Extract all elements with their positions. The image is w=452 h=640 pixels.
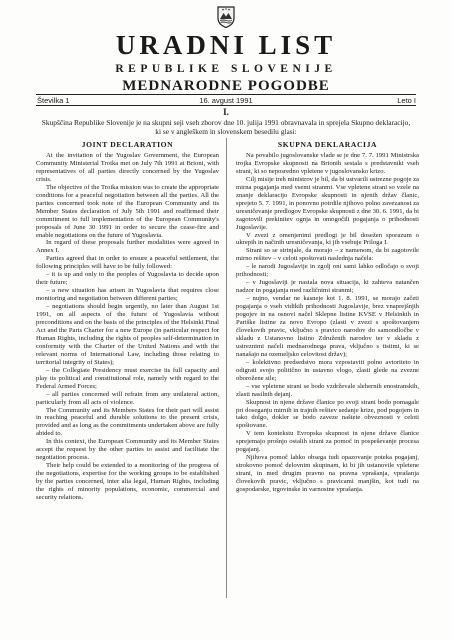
paragraph: – a new situation has arisen in Yugoslavia that requires close monitoring and negotiation between different parties;: [36, 287, 219, 303]
paragraph: Parties agreed that in order to ensure a peaceful settlement, the following principles will have to be fully followed:: [36, 255, 219, 271]
intro-text: Skupščina Republike Slovenije je na skupni seji vseh zborov dne 10. julija 1991 obravnavala in sprejela Skupno deklaracijo, ki se v angleškem in slovenskem besedilu glasi:: [41, 118, 411, 136]
paragraph: V zvezi z omenjenimi predlogi je bil dosežen sporazum o ukrepih in načinih uresničevanja, ki jih vsebuje Priloga I.: [236, 231, 419, 247]
gazette-subtitle: REPUBLIKE SLOVENIJE: [115, 63, 337, 75]
paragraph: V tem kontekstu Evropska skupnost in njene države članice sprejemajo prošnjo ostalih strani za pomoč in pospeševanje procesa pogajanj.: [236, 430, 419, 454]
slovene-body: [236, 152, 419, 494]
column-divider: [226, 138, 227, 598]
paragraph: Strani so se strinjale, da morajo – z namenom, da bi zagotovile mirno rešitev – v celoti spoštovati naslednja načela:: [236, 247, 419, 263]
paragraph: – the Collegiate Presidency must exercise its full capacity and play its political and constitutional role, namely with regard to the Federal Armed Forces;: [36, 366, 219, 390]
paragraph: – v Jugoslaviji je nastala nova situacija, ki zahteva natančen nadzor in pogajanja med različnimi stranmi;: [236, 279, 419, 295]
paragraph: – all parties concerned will refrain from any unilateral action, particularly from all acts of violence.: [36, 390, 219, 406]
paragraph: Na povabilo jugoslovanske vlade se je dne 7. 7. 1991 Ministrska trojka Evropske skupnosti na Brionih sestala s predstavniki vseh strani, ki so neposredno vpletene v jugoslovansko krizo.: [236, 152, 419, 175]
slovene-heading: SKUPNA DEKLARACIJA: [277, 140, 378, 149]
paragraph: Their help could be extended to a monitoring of the progress of the negotiations, expertise for the working groups to be established by the parties concerned, inter alia legal, Human Rights, including the rights of minority populations, economic, commercial and security relations.: [36, 462, 219, 501]
paragraph: The objective of the Troika mission was to create the appropriate conditions for a peaceful negotiation between all the parties. All the parties concerned took note of the European Community and its Member States declaration of July 5th 1991 and reaffirmed their commitment to full implementation of the European Community's proposals of June 30 1991 in order to secure the cease-fire and enable negotiations on the future of Yugoslavia.: [36, 183, 219, 239]
paragraph: Cilj misije treh ministrov je bil, da bi ustvarili ustrezne pogoje za mirna pogajanja med vsemi stranmi. Vse vpletene strani so vzele na znanje deklaracijo Evropske skupnosti in njenih držav članic, sprejeto 5. 7. 1991, in ponovno potrdile njihovo polno zavezanost za uresničevanje predlogov Evropske skupnosti z dne 30. 6. 1991, da bi zagotovili prekinitev ognja in omogočili pogajanja o prihodnosti Jugoslavije.: [236, 175, 419, 231]
english-column: [36, 138, 219, 502]
paragraph: Skupnost in njene države članice po svoji strani bodo pomagale pri doseganju mirnih in trajnih rešitev sedanje krize, pod pogojem in tako dolgo, dokler se bodo zaveze naštete obveznosti v celoti spoštovane.: [236, 398, 419, 430]
issue-date: 16. avgust 1991: [199, 96, 253, 105]
paragraph: – nujno, vendar ne kasneje kot 1. 8. 1991, se morajo začeti pogajanja o vseh vidikih prihodnosti Jugoslavije, brez vnaprejšnjih pogojev in na osnovi načel Sklepne listine KVSE v Helsinkih in Pariške listine za novo Evropo (zlasti v zvezi s spoštovanjem človekovih pravic, vključno s pravico narodov do samoodločbe v skladu z Ustanovno listino Združenih narodov ter v skladu z ustreznimi načeli mednarodnega prava, vključno s tistimi, ki se nanašajo na ozemeljsko celovitost držav);: [236, 295, 419, 358]
paragraph: – kolektivno predsedstvo mora vzpostaviti polno avtoriteto in odigrati svojo politično in ustavno vlogo, zlasti glede na zvezne oborožene sile;: [236, 358, 419, 382]
issue-number: Številka 1: [37, 96, 70, 105]
section-number: I.: [223, 107, 229, 117]
coat-of-arms-icon: [217, 6, 235, 28]
paragraph: At the invitation of the Yugoslav Government, the European Community Ministerial Troika met on July 7th 1991 at Brioni, with representatives of all parties directly concerned by the Yugoslav crisis.: [36, 152, 219, 183]
paragraph: Njihova pomoč lahko obsega tudi opazovanje poteka pogajanj, strokovno pomoč delovnim skupinam, ki bi jih ustanovile vpletene strani, in med drugim pravno na pravna vprašanja, vprašanja človekovih pravic, vključno s pravicami manjšin, kot tudi na gospodarske, trgovinske in varnostne vprašanja.: [236, 454, 419, 494]
english-heading: JOINT DECLARATION: [81, 140, 174, 149]
paragraph: The Community and its Members States for their part will assist in reaching peaceful and durable solutions to the present crisis, provided and as long as the commitments undertaken above are fully abided to.: [36, 406, 219, 438]
issue-year: Leto I: [397, 96, 416, 105]
paragraph: – le narodi Jugoslavije in zgolj oni sami lahko odločajo o svoji prihodnosti;: [236, 263, 419, 279]
paragraph: In this context, the European Community and its Member States accept the request by the other parties to assist and facilitate the negotiation process.: [36, 438, 219, 462]
paragraph: – negotiations should begin urgently, no later than August 1st 1991, on all aspects of the future of Yugoslavia without preconditions and on the basis of the principles of the Helsinki Final Act and the Paris Charter for a new Europe (in particular respect for Human Rights, including the rights of peoples self-determination in conformity with the Charter of the United Nations and with the relevant norms of International Law, including those relating to territorial integrity of States);: [36, 303, 219, 366]
slovene-column: [236, 138, 419, 494]
header-rule-top: [36, 94, 416, 95]
paragraph: – vse vpletene strani se bodo vzdrževale slehernih enostranskih, zlasti nasilnih dejanj.: [236, 382, 419, 398]
header-rule-bottom: [36, 105, 416, 106]
english-body: [36, 152, 219, 502]
gazette-section: MEDNARODNE POGODBE: [122, 78, 330, 94]
paragraph: – it is up and only to the peoples of Yugoslavia to decide upon their future;: [36, 271, 219, 287]
gazette-title: URADNI LIST: [115, 30, 337, 60]
paragraph: In regard of these proposals further modalities were agreed in Annex I.: [36, 239, 219, 255]
